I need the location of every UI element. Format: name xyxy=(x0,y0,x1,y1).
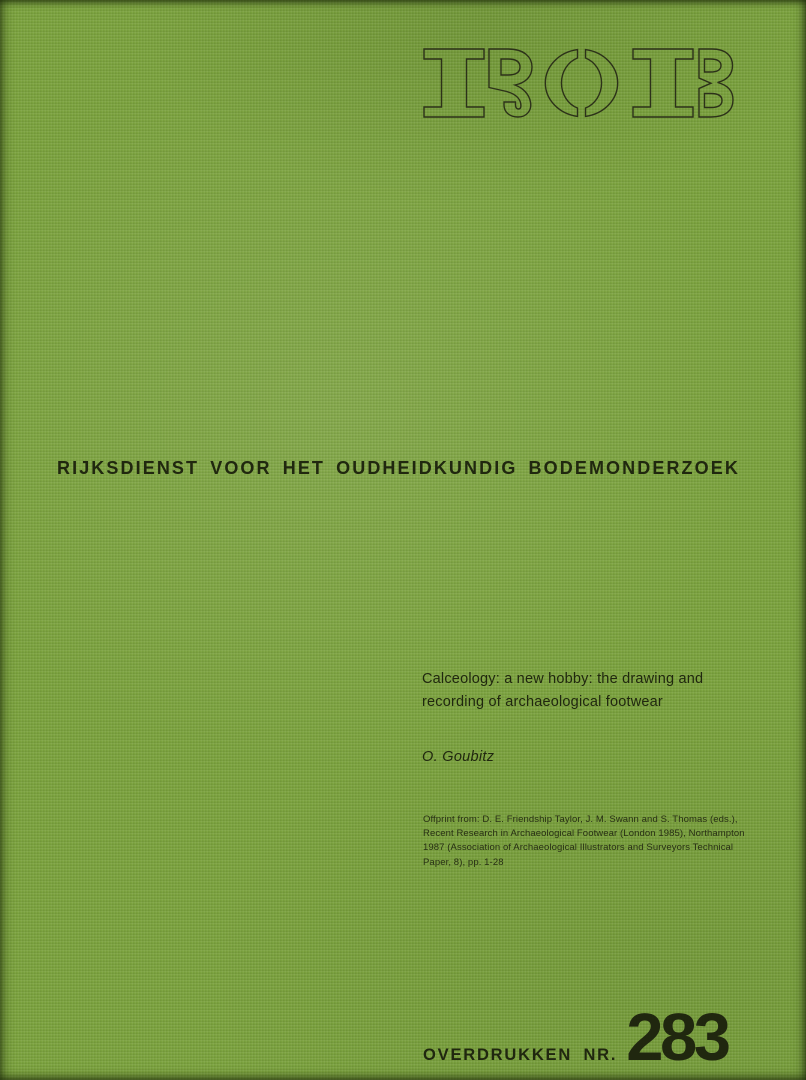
institution-name: RIJKSDIENST VOOR HET OUDHEIDKUNDIG BODEMONDERZOEK xyxy=(57,458,740,478)
series-number: 283 xyxy=(626,1000,728,1075)
offprint-line-2: Recent Research in Archaeological Footwear (London 1985), Northampton xyxy=(423,828,745,840)
offprint-line-3: 1987 (Association of Archaeological Illustrators and Surveyors Technical xyxy=(423,842,734,854)
offprint-note xyxy=(423,813,745,870)
paper-title-line-1: Calceology: a new hobby: the drawing and xyxy=(422,671,704,687)
series-label: OVERDRUKKEN NR. xyxy=(423,1046,618,1064)
rob-logo-icon xyxy=(423,48,734,118)
author-name: O. Goubitz xyxy=(422,749,495,765)
paper-title-line-2: recording of archaeological footwear xyxy=(422,694,663,710)
offprint-line-1: Offprint from: D. E. Friendship Taylor, J. M. Swann and S. Thomas (eds.), xyxy=(423,814,738,825)
offprint-line-4: Paper, 8), pp. 1-28 xyxy=(423,856,504,868)
paper-title xyxy=(422,668,703,714)
series-line xyxy=(423,1000,728,1075)
